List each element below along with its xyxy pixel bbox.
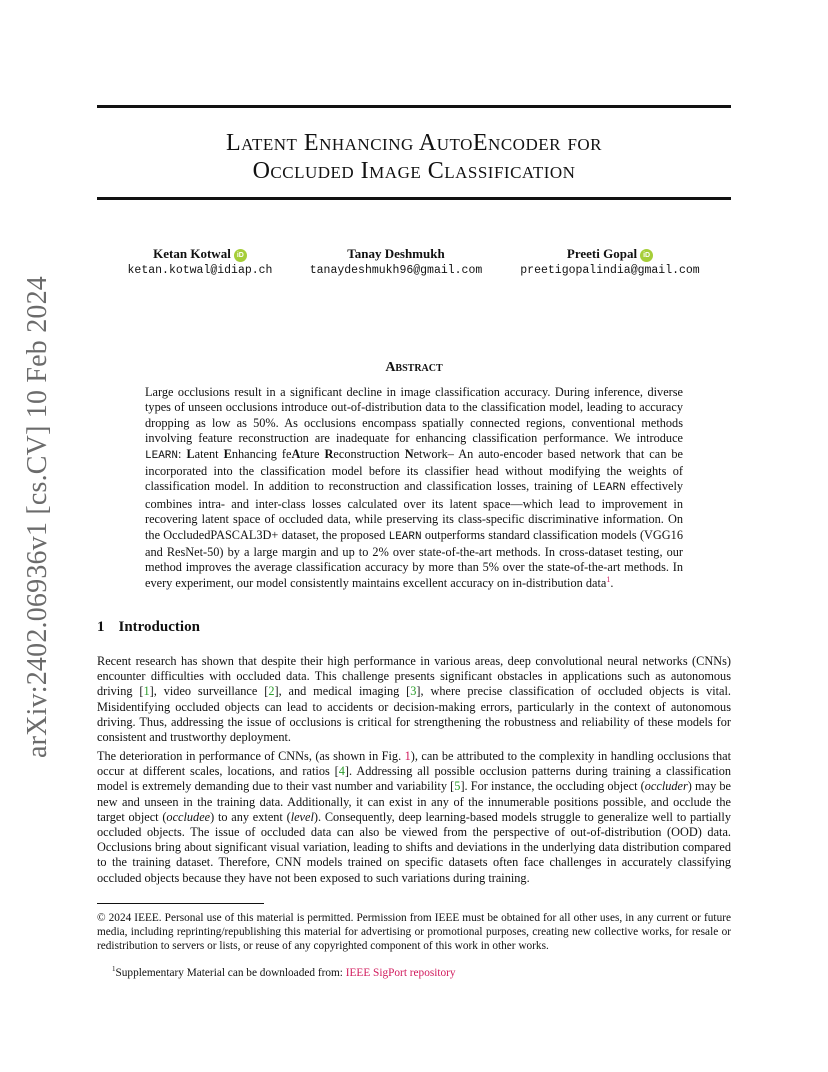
title-rule-bottom [97,197,731,200]
footnote-rule [97,903,264,904]
author-email: ketan.kotwal@idiap.ch [127,264,273,277]
sigport-repository-link[interactable]: IEEE SigPort repository [345,966,456,979]
author-block [480,245,740,279]
orcid-icon[interactable]: iD [640,249,653,262]
author-name: Tanay Deshmukh [347,246,445,261]
paper-title-line1: Latent Enhancing AutoEncoder for [225,130,603,156]
paper-title-line2: Occluded Image Classification [252,158,576,184]
figure-ref-link[interactable]: 1 [404,749,411,763]
citation-link[interactable]: 3 [410,684,417,699]
citation-link[interactable]: 2 [268,684,275,699]
footnote-ref-link[interactable]: 1 [606,574,611,584]
orcid-icon[interactable]: iD [234,249,247,262]
author-email: tanaydeshmukh96@gmail.com [309,264,483,277]
arxiv-identifier: arXiv:2402.06936v1 [cs.CV] 10 Feb 2024 [22,275,53,758]
method-name: LEARN [388,530,422,543]
footnote-mark: 1 [112,965,116,973]
citation-link[interactable]: 5 [454,779,461,794]
footnote: $^1$Supplementary Material can be downloaded from: IEEE SigPort repository [112,965,456,979]
author-email: preetigopalindia@gmail.com [520,264,700,277]
method-name: LEARN [592,482,626,495]
body-paragraph: The deterioration in performance of CNNs, (as shown in Fig. 1), can be attributed to the complexity in handling occlusions that occur at different scales, locations, and ratios [4]. Addressing all possible occlusion patterns during training a classification model is extremely demanding due to their vast number and variability [5]. For instance, the occluding object (occluder) may be new and unseen in the training data. Additionally, it can exist in any of the innumerable positions possible, and occlude the target object (occludee) to any extent (level). Consequently, deep learning-based models struggle to generalize well to partially occluded objects. The issue of occluded data can also be viewed from the perspective of out-of-distribution (OOD) data. Occlusions bring about significant visual variation, leading to shifts and deviations in the underlying data distribution compared to the training dataset. Therefore, CNN models trained on specific datasets often face challenges in accurately classifying occluded objects because they have not been exposed to such variations during training. [97,749,732,885]
abstract-heading: Abstract [385,360,443,375]
section-heading [97,619,200,636]
abstract-body: Large occlusions result in a significant decline in image classification accuracy. During inference, diverse types of unseen occlusions introduce out-of-distribution data to the classification model, leading to accuracy dropping as low as 50%. As occlusions encompass spatially connected regions, conventional methods involving feature reconstruction are inadequate for enhancing classification performance. We introduce LEARN: Latent Enhancing feAture Reconstruction Network– An auto-encoder based network that can be incorporated into the classification model before its classifier head without modifying the weights of classification model. In addition to reconstruction and classification losses, training of LEARN effectively combines intra- and inter-class losses calculated over its latent space—which lead to improvement in recovering latent space of occluded data, while preserving its class-specific discriminative information. On the OccludedPASCAL3D+ dataset, the proposed LEARN outperforms standard classification models (VGG16 and ResNet-50) by a large margin and up to 2% over state-of-the-art methods. In cross-dataset testing, our method improves the average classification accuracy by more than 5% over the state-of-the-art methods. In every experiment, our model consistently maintains excellent accuracy on in-distribution data$^1$. [145,385,684,590]
body-paragraph: Recent research has shown that despite their high performance in various areas, deep convolutional neural networks (CNNs) encounter difficulties with occluded data. This challenge presents significant obstacles in applications such as autonomous driving [1], video surveillance [2], and medical imaging [3], where precise classification of occluded objects is vital. Misidentifying occluded objects can lead to accidents or decision-making errors, particularly in the context of autonomous driving. Thus, addressing the issue of occlusions is critical for strengthening the robustness and reliability of these models for consistent and trustworthy deployment. [97,654,731,745]
author-name: Ketan Kotwal [153,246,231,261]
citation-link[interactable]: 1 [143,684,150,699]
section-title: Introduction [118,619,200,635]
section-number: 1 [97,619,105,635]
citation-link[interactable]: 4 [338,764,345,779]
method-name: LEARN [145,449,179,462]
title-rule-top [97,105,731,108]
copyright-notice: © 2024 IEEE. Personal use of this material is permitted. Permission from IEEE must be obtained for all other uses, in any current or future media, including reprinting/republishing this material for advertising or promotional purposes, creating new collective works, for resale or redistribution to servers or lists, or reuse of any copyrighted component of this work in other works. [97,912,731,953]
author-name: Preeti Gopal [566,246,638,261]
